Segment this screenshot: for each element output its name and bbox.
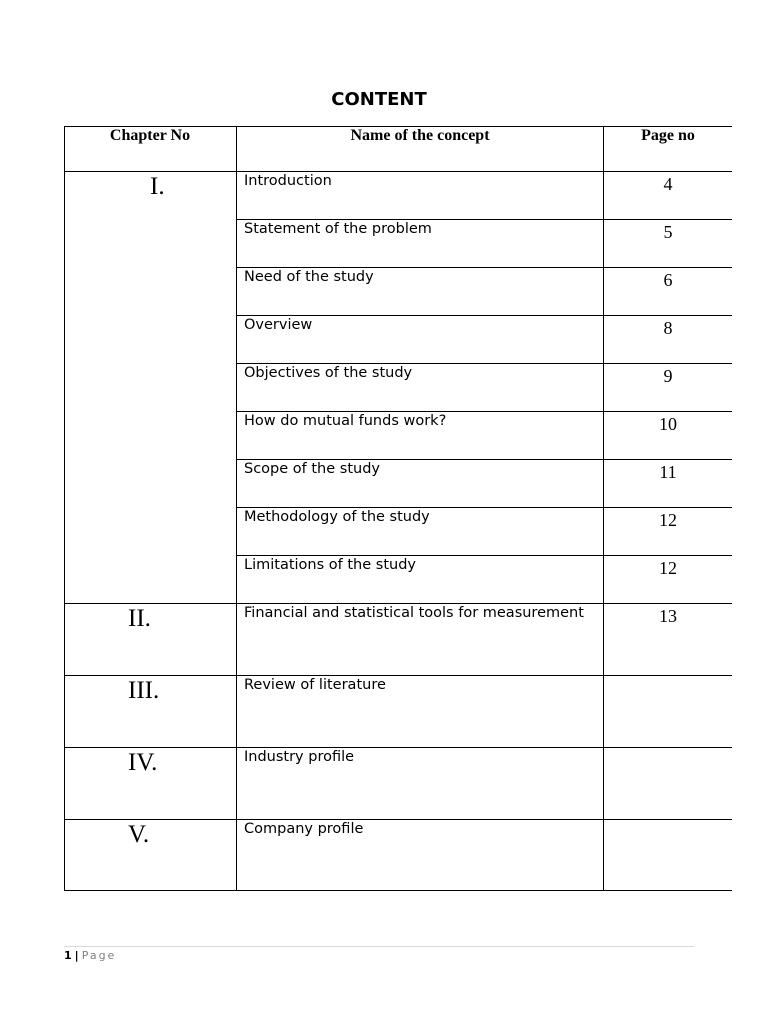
concept-name: How do mutual funds work? (244, 413, 447, 429)
footer-page-number: 1 (64, 949, 72, 962)
page-footer (64, 949, 116, 962)
footer-page-label: Page (81, 949, 117, 962)
concept-name: Introduction (244, 173, 332, 189)
page-number: 8 (663, 318, 673, 338)
page-number: 13 (659, 606, 677, 626)
chapter-divider (64, 675, 732, 676)
chapter-number: I. (150, 173, 165, 200)
concept-name: Limitations of the study (244, 557, 416, 573)
page-number: 5 (663, 222, 673, 242)
chapter-divider (64, 819, 732, 820)
header-concept-name: Name of the concept (350, 127, 490, 144)
page-number: 6 (663, 270, 673, 290)
chapter-number: IV. (128, 749, 158, 776)
row-divider (236, 411, 732, 412)
page-number: 4 (663, 174, 673, 194)
header-chapter-no: Chapter No (109, 127, 191, 144)
table-border-bottom (64, 890, 732, 891)
concept-name: Scope of the study (244, 461, 380, 477)
chapter-number: V. (128, 821, 150, 848)
row-divider (236, 267, 732, 268)
chapter-number: III. (128, 677, 160, 704)
concept-name: Company profile (244, 821, 364, 837)
concept-name: Financial and statistical tools for measurement (244, 605, 584, 621)
row-divider (236, 555, 732, 556)
header-divider (64, 171, 732, 172)
page-number: 9 (663, 366, 673, 386)
concept-name: Overview (244, 317, 313, 333)
footer-rule (64, 946, 694, 947)
concept-name: Methodology of the study (244, 509, 430, 525)
table-border-left (64, 126, 65, 891)
chapter-number: II. (128, 605, 151, 632)
row-divider (236, 459, 732, 460)
page-title: CONTENT (331, 89, 427, 110)
concept-name: Review of literature (244, 677, 386, 693)
page-number: 12 (659, 510, 677, 530)
page-number: 12 (659, 558, 677, 578)
concept-name: Industry profile (244, 749, 355, 765)
row-divider (236, 315, 732, 316)
page-number: 11 (659, 462, 677, 482)
page-number: 10 (659, 414, 677, 434)
header-page-no: Page no (641, 127, 695, 144)
column-divider (236, 126, 237, 891)
chapter-divider (64, 747, 732, 748)
concept-name: Statement of the problem (244, 221, 432, 237)
row-divider (236, 363, 732, 364)
concept-name: Need of the study (244, 269, 374, 285)
footer-separator: | (74, 949, 79, 962)
chapter-divider (64, 603, 732, 604)
row-divider (236, 219, 732, 220)
concept-name: Objectives of the study (244, 365, 413, 381)
row-divider (236, 507, 732, 508)
